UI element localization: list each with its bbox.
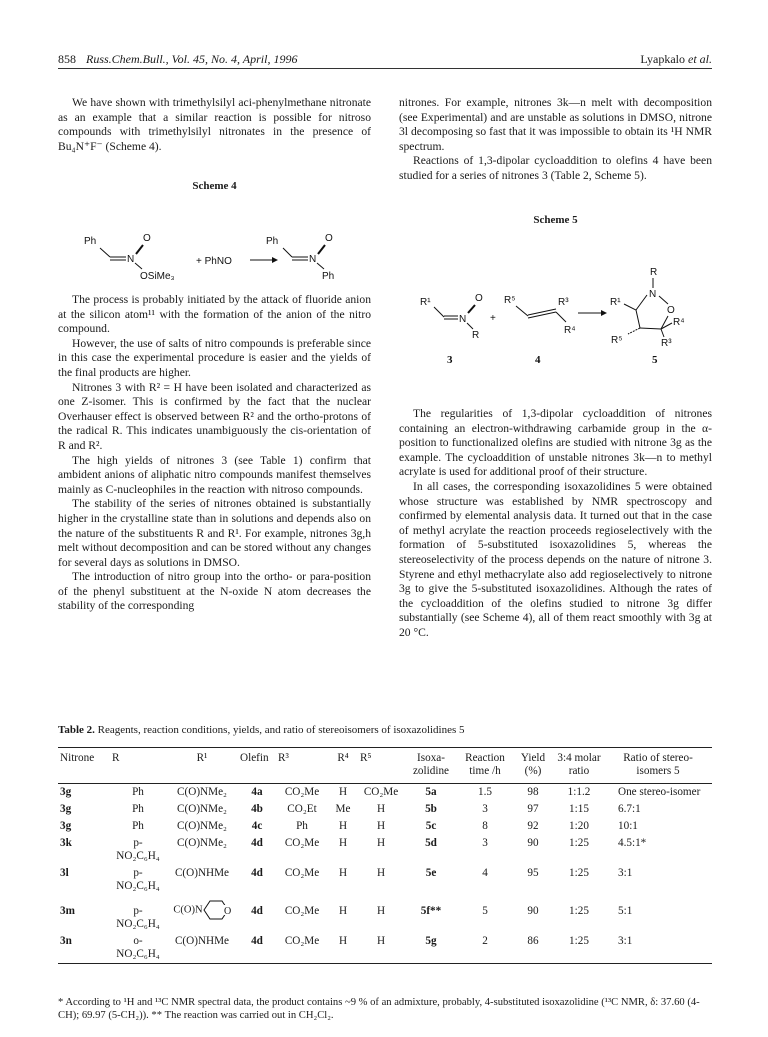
- table-cell: H: [338, 786, 348, 798]
- table-cell: 4.5:1*: [618, 837, 647, 849]
- author-line: [640, 52, 712, 67]
- table-cell: 4b: [251, 803, 263, 815]
- page-number: 858: [58, 52, 76, 66]
- table-cell: 1:25: [569, 905, 589, 917]
- table-cell: CO₂Me: [284, 867, 320, 879]
- paragraph: The regularities of 1,3-dipolar cycloaddition of nitrones containing an electron-withdrawing carbamide group in the α-position to functionalized olefins are studied with nitrone 3g as the example. The cycloaddition of unstable nitrones 3k—n to methyl acrylate is used for additional proof of their structure.: [399, 407, 712, 479]
- table-cell: H: [376, 837, 386, 849]
- author-etal: et al.: [688, 52, 712, 66]
- table-cell: C(O)NMe₂: [177, 837, 227, 849]
- label-pr3: R³: [661, 338, 672, 349]
- table-cell: p-NO₂C₆H₄: [116, 867, 160, 892]
- table-cell: 5b: [425, 803, 437, 815]
- label-r: R: [472, 330, 480, 341]
- table-cell: 3:1: [604, 933, 712, 964]
- morpholine-cell: [166, 895, 238, 933]
- table-cell: 4d: [251, 867, 263, 879]
- paragraph: nitrones. For example, nitrones 3k—n melt with decomposition (see Experimental) and are unstable as solutions in DMSO, nitrone 3l decomposing so fast that it was impossible to obtain its ¹H NMR spectrum.: [399, 96, 712, 153]
- scheme4-figure: [80, 224, 350, 286]
- scheme5-title: Scheme 5: [533, 213, 578, 226]
- table-cell: H: [338, 820, 348, 832]
- table-cell: H: [338, 837, 348, 849]
- table-cell: 2: [458, 933, 512, 964]
- table-cell: H: [376, 803, 386, 815]
- paragraph: In all cases, the corresponding isoxazolidines 5 were obtained whose structure was established by NMR spectroscopy and confirmed by elemental analysis data. It turned out that in the case of methyl acrylate the reaction proceeds regioselectively with the formation of 5-substituted isoxazolidines 5, whereas the stereoselectivity of the process depends on the nature of nitrone 3. Styrene and ethyl methacrylate also add regioselectively to nitrone 3g to give the 5-substituted isoxazolidines. Although the rates of the cycloaddition of the olefins studied to nitrone 3g differ substantially (see Scheme 4), all of them react smoothly with 3g at 20 °C.: [399, 479, 712, 639]
- table-cell: 8: [482, 820, 488, 832]
- table-cell: 5g: [404, 933, 458, 964]
- table-cell: 4d: [238, 933, 276, 964]
- table-cell: 3l: [60, 867, 69, 879]
- table-cell: 1:25: [569, 867, 589, 879]
- table-cell: Ph: [296, 820, 308, 832]
- morpholine-ring-icon: [203, 899, 231, 921]
- table-cell: 3k: [60, 837, 72, 849]
- table-cell: Ph: [132, 803, 144, 815]
- left-column-top: [58, 96, 371, 194]
- label-pr: R: [650, 267, 658, 278]
- table-row: [58, 801, 712, 818]
- scheme4-title: Scheme 4: [192, 180, 237, 193]
- column-header: Ratio of stereo-isomers 5: [604, 748, 712, 784]
- table-cell: Me: [335, 803, 351, 815]
- table-cell: CO₂Me: [276, 933, 328, 964]
- column-header: Nitrone: [58, 748, 110, 784]
- column-header: Isoxa-zolidine: [404, 748, 458, 784]
- header-rule: [58, 68, 712, 69]
- table-cell: Ph: [132, 786, 144, 798]
- scheme5-figure: [418, 263, 708, 368]
- table-cell: CO₂Me: [284, 905, 320, 917]
- label-n: N: [127, 254, 135, 265]
- table-cell: One stereo-isomer: [618, 786, 701, 798]
- table-cell: C(O)NHMe: [174, 867, 230, 879]
- compound-4-label: 4: [535, 354, 541, 366]
- table-cell: 3m: [60, 905, 75, 917]
- label-r4: R⁴: [564, 325, 576, 336]
- label-pn: N: [649, 289, 657, 300]
- table-cell: 3g: [60, 786, 72, 798]
- label-pr5: R⁵: [611, 335, 623, 346]
- table-label: Table 2.: [58, 724, 95, 736]
- table-cell: 90: [527, 837, 539, 849]
- scheme5-svg: [418, 263, 708, 368]
- table-cell: 3: [482, 837, 488, 849]
- label-o: O: [143, 233, 151, 244]
- paragraph: The process is probably initiated by the attack of fluoride anion at the silicon atom¹¹ with the formation of the anion of the nitro compound.: [58, 293, 371, 336]
- table-cell: 3: [482, 803, 488, 815]
- label-o: O: [475, 293, 483, 304]
- column-header: Reaction time /h: [458, 748, 512, 784]
- paragraph: We have shown with trimethylsilyl aci-phenylmethane nitronate as an example that a similar reaction is possible for nitroso compounds with trimethylsilyl nitronates in the presence of Bu₄N⁺F⁻ (Scheme 4).: [58, 96, 371, 153]
- table-cell: p-NO₂C₆H₄: [116, 837, 160, 862]
- table-cell: 1:1.2: [567, 786, 591, 798]
- table-cell: 5e: [425, 867, 437, 879]
- table-row: [58, 835, 712, 865]
- table-cell: 86: [512, 933, 554, 964]
- morpholine-oxygen: O: [223, 906, 231, 917]
- label-pr1: R¹: [610, 297, 621, 308]
- table-cell: 90: [527, 905, 539, 917]
- table-cell: 95: [527, 867, 539, 879]
- table-cell: 1:25: [569, 837, 589, 849]
- journal-citation: Russ.Chem.Bull., Vol. 45, No. 4, April, 1996: [86, 52, 298, 66]
- column-header: R⁵: [358, 748, 404, 784]
- table-cell: 1:25: [554, 933, 604, 964]
- table-cell: 4a: [251, 786, 263, 798]
- label-osime3: OSiMe₃: [140, 271, 175, 282]
- label-po: O: [667, 305, 675, 316]
- column-header: R⁴: [328, 748, 358, 784]
- table-cell: 5f**: [420, 905, 442, 917]
- table-cell: H: [376, 820, 386, 832]
- label-plus: +: [490, 313, 496, 324]
- table-cell: 1:15: [569, 803, 589, 815]
- table-cell: 92: [527, 820, 539, 832]
- column-header: R³: [276, 748, 328, 784]
- label-reagent: + PhNO: [196, 256, 232, 267]
- paragraph: However, the use of salts of nitro compounds is preferable since in this case the experimental procedure is easier and the yields of the final products are higher.: [58, 336, 371, 379]
- table-cell: 1:20: [569, 820, 589, 832]
- table-caption-text: Reagents, reaction conditions, yields, and ratio of stereoisomers of isoxazolidines 5: [97, 724, 465, 736]
- scheme4-svg: [80, 224, 350, 286]
- table-cell: CO₂Me: [363, 786, 399, 798]
- label-ph: Ph: [84, 236, 97, 247]
- paragraph: The high yields of nitrones 3 (see Table 1) confirm that ambident anions of aliphatic nitro compounds manifest themselves mainly as C-nucleophiles in the reaction with nitroso compounds.: [58, 453, 371, 496]
- table-cell: 97: [527, 803, 539, 815]
- right-column-bottom: [399, 407, 712, 641]
- table-cell: 1.5: [478, 786, 492, 798]
- table-cell: H: [328, 933, 358, 964]
- running-header: [58, 52, 712, 68]
- table-cell: 5: [482, 905, 488, 917]
- table-cell: 3g: [60, 820, 72, 832]
- paragraph: The introduction of nitro group into the ortho- or para-position of the phenyl substituent at the N-oxide N atom decreases the stability of the corresponding: [58, 570, 371, 613]
- paragraph: The stability of the series of nitrones obtained is substantially higher in the crystalline state than in solutions and depends also on the nature of the substituents R and R¹. For example, nitrones 3g,h melt without decomposition and can be stored without any changes for several days as solutions in DMSO.: [58, 497, 371, 569]
- table-cell: 4d: [251, 837, 263, 849]
- data-table: [58, 747, 712, 964]
- table-cell: 5:1: [618, 905, 633, 917]
- table-row: [58, 865, 712, 895]
- label-o2: O: [325, 233, 333, 244]
- table-cell: C(O)N: [173, 904, 203, 916]
- table-cell: C(O)NMe₂: [177, 786, 227, 798]
- label-ph2: Ph: [266, 236, 279, 247]
- paragraph: Reactions of 1,3-dipolar cycloaddition to olefins 4 have been studied for a series of nitrones 3 (Table 2, Scheme 5).: [399, 154, 712, 182]
- table-row: [58, 933, 712, 964]
- table-cell: H: [338, 867, 348, 879]
- column-header: 3:4 molar ratio: [554, 748, 604, 784]
- table-cell: 98: [527, 786, 539, 798]
- table-cell: H: [338, 905, 348, 917]
- table-cell: 5c: [425, 820, 437, 832]
- table-cell: H: [376, 867, 386, 879]
- table-row: [58, 895, 712, 933]
- paragraph: Nitrones 3 with R² = H have been isolated and characterized as one Z-isomer. This is confirmed by the fact that the nuclear Overhauser effect is observed between R² and the ortho-protons of the radical R. This indicates unambiguously the cis-orientation of R and R².: [58, 380, 371, 452]
- table-row: [58, 784, 712, 802]
- author-name: Lyapkalo: [640, 52, 688, 66]
- table-cell: CO₂Et: [287, 803, 317, 815]
- table-row: [58, 818, 712, 835]
- label-r5: R⁵: [504, 295, 516, 306]
- table-cell: Ph: [132, 820, 144, 832]
- table-cell: C(O)NMe₂: [177, 803, 227, 815]
- table-cell: H: [358, 933, 404, 964]
- column-header: Yield (%): [512, 748, 554, 784]
- table-cell: C(O)NMe₂: [177, 820, 227, 832]
- table-cell: 3g: [60, 803, 72, 815]
- table-cell: CO₂Me: [284, 786, 320, 798]
- table-cell: 5d: [425, 837, 437, 849]
- column-header: R: [110, 748, 166, 784]
- table-cell: 10:1: [618, 820, 638, 832]
- table-cell: CO₂Me: [284, 837, 320, 849]
- table-cell: p-NO₂C₆H₄: [116, 905, 160, 930]
- table-cell: 6.7:1: [618, 803, 641, 815]
- table-header-row: [58, 748, 712, 784]
- table-cell: o-NO₂C₆H₄: [110, 933, 166, 964]
- label-r3: R³: [558, 297, 569, 308]
- table-cell: 3n: [58, 933, 110, 964]
- label-n: N: [459, 314, 467, 325]
- table-cell: 3:1: [618, 867, 633, 879]
- table-footnote: * According to ¹H and ¹³C NMR spectral data, the product contains ~9 % of an admixture, probably, 4-substituted isoxazolidine (¹³C NMR, δ: 37.60 (4-CH); 69.97 (5-CH₂)). ** The reaction was carried out in CH₂Cl₂.: [58, 997, 700, 1021]
- column-header: R¹: [166, 748, 238, 784]
- label-ph3: Ph: [322, 271, 335, 282]
- column-header: Olefin: [238, 748, 276, 784]
- compound-3-label: 3: [447, 354, 453, 366]
- table-cell: 5a: [425, 786, 437, 798]
- compound-5-label: 5: [652, 354, 658, 366]
- right-column-top: [399, 96, 712, 227]
- label-r1: R¹: [420, 297, 431, 308]
- table-caption: [58, 724, 718, 736]
- table-cell: 4d: [251, 905, 263, 917]
- table-cell: C(O)NHMe: [166, 933, 238, 964]
- table-cell: 4: [482, 867, 488, 879]
- table-cell: H: [376, 905, 386, 917]
- label-pr4: R⁴: [673, 317, 685, 328]
- left-column-bottom: [58, 293, 371, 614]
- label-n2: N: [309, 254, 317, 265]
- table-cell: 4c: [251, 820, 263, 832]
